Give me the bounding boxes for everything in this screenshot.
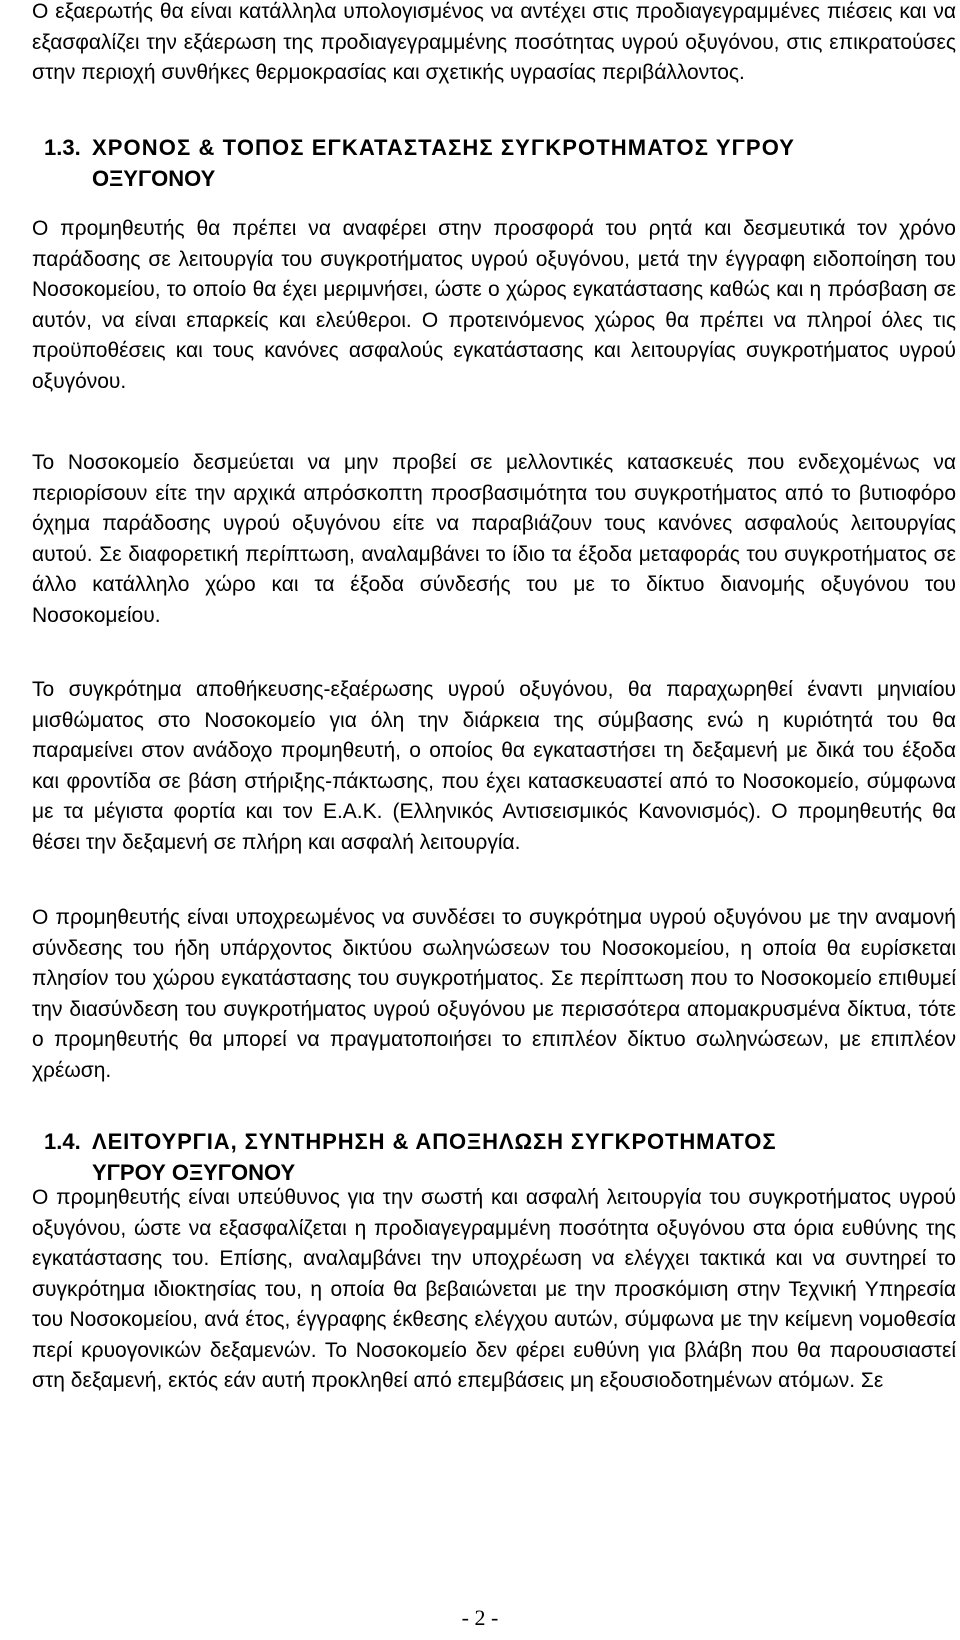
page-number: - 2 - — [461, 1605, 499, 1630]
section-title-line-1: ΧΡΟΝΟΣ & ΤΟΠΟΣ ΕΓΚΑΤΑΣΤΑΣΗΣ ΣΥΓΚΡΟΤΗΜΑΤΟΣ ΥΓΡΟΥ — [92, 135, 796, 160]
section-title-line-1: ΛΕΙΤΟΥΡΓΙΑ, ΣΥΝΤΗΡΗΣΗ & ΑΠΟΞΗΛΩΣΗ ΣΥΓΚΡΟΤΗΜΑΤΟΣ — [92, 1129, 777, 1154]
section-title-line-2: ΟΞΥΓΟΝΟΥ — [92, 166, 216, 191]
section-heading-1-3 — [44, 132, 954, 194]
section-number: 1.3. — [44, 135, 81, 160]
paragraph-network-connection: Ο προμηθευτής είναι υποχρεωμένος να συνδέσει το συγκρότημα υγρού οξυγόνου με την αναμονή σύνδεσης του ήδη υπάρχοντος δικτύου σωληνώσεων του Νοσοκομείου, η οποία θα ευρίσκεται πλησίον του χώρου εγκατάστασης του συγκροτήματος. Σε περίπτωση που το Νοσοκομείο επιθυμεί την διασύνδεση του συγκροτήματος υγρού οξυγόνου με περισσότερα απομακρυσμένα δίκτυα, τότε ο προμηθευτής θα μπορεί να πραγματοποιήσει το επιπλέον δίκτυο σωληνώσεων, με επιπλέον χρέωση. — [32, 906, 956, 1082]
paragraph-storage-lease: Το συγκρότημα αποθήκευσης-εξαέρωσης υγρού οξυγόνου, θα παραχωρηθεί έναντι μηνιαίου μισθώματος στο Νοσοκομείο για όλη την διάρκεια της σύμβασης ενώ η κυριότητά του θα παραμείνει στον ανάδοχο προμηθευτή, ο οποίος θα εγκαταστήσει τη δεξαμενή με δικά του έξοδα και φροντίδα σε βάση στήριξης-πάκτωσης, που έχει κατασκευαστεί από το Νοσοκομείο, σύμφωνα με τα μέγιστα φορτία και τον Ε.Α.Κ. (Ελληνικός Αντισεισμικός Κανονισμός). Ο προμηθευτής θα θέσει την δεξαμενή σε πλήρη και ασφαλή λειτουργία. — [32, 678, 956, 854]
paragraph-delivery-time: Ο προμηθευτής θα πρέπει να αναφέρει στην προσφορά του ρητά και δεσμευτικά τον χρόνο παράδοσης σε λειτουργία του συγκροτήματος υγρού οξυγόνου, μετά την έγγραφη ειδοποίηση του Νοσοκομείου, το οποίο θα έχει μεριμνήσει, ώστε ο χώρος εγκατάστασης καθώς και η πρόσβαση σε αυτόν, να είναι επαρκείς και ελεύθεροι. Ο προτεινόμενος χώρος θα πρέπει να πληροί όλες τις προϋποθέσεις και τους κανόνες ασφαλούς εγκατάστασης και λειτουργίας συγκροτήματος υγρού οξυγόνου. — [32, 217, 956, 393]
paragraph-intro: Ο εξαερωτής θα είναι κατάλληλα υπολογισμένος να αντέχει στις προδιαγεγραμμένες πιέσεις και να εξασφαλίζει την εξάερωση της προδιαγεγραμμένης ποσότητας υγρού οξυγόνου, στις επικρατούσες στην περιοχή συνθήκες θερμοκρασίας και σχετικής υγρασίας περιβάλλοντος. — [32, 0, 956, 84]
paragraph-operation-maintenance: Ο προμηθευτής είναι υπεύθυνος για την σωστή και ασφαλή λειτουργία του συγκροτήματος υγρού οξυγόνου, ώστε να εξασφαλίζεται η προδιαγεγραμμένη ποσότητα οξυγόνου στα όρια ευθύνης της εγκατάστασης του. Επίσης, αναλαμβάνει την υποχρέωση να ελέγχει τακτικά και να συντηρεί το συγκρότημα ιδιοκτησίας του, η οποία θα βεβαιώνεται με την προσκόμιση στην Τεχνική Υπηρεσία του Νοσοκομείου, ανά έτος, έγγραφης έκθεσης ελέγχου αυτών, σύμφωνα με την κείμενη νομοθεσία περί κρυογονικών δεξαμενών. Το Νοσοκομείο δεν φέρει ευθύνη για βλάβη που θα παρουσιαστεί στη δεξαμενή, εκτός εάν αυτή προκληθεί από επεμβάσεις μη εξουσιοδοτημένων ατόμων. Σε — [32, 1186, 956, 1392]
section-number: 1.4. — [44, 1129, 81, 1154]
section-title-line-2: ΥΓΡΟΥ ΟΞΥΓΟΝΟΥ — [92, 1160, 296, 1185]
paragraph-hospital-obligation: Το Νοσοκομείο δεσμεύεται να μην προβεί σε μελλοντικές κατασκευές που ενδεχομένως να περιορίσουν είτε την αρχικά απρόσκοπτη προσβασιμότητα του συγκροτήματος από το βυτιοφόρο όχημα παράδοσης υγρού οξυγόνου είτε να παραβιάζουν τους κανόνες ασφαλούς λειτουργίας αυτού. Σε διαφορετική περίπτωση, αναλαμβάνει το ίδιο τα έξοδα μεταφοράς του συγκροτήματος σε άλλο κατάλληλο χώρο και τα έξοδα σύνδεσής του με το δίκτυο διανομής οξυγόνου του Νοσοκομείου. — [32, 451, 956, 627]
section-heading-1-4 — [44, 1126, 954, 1188]
